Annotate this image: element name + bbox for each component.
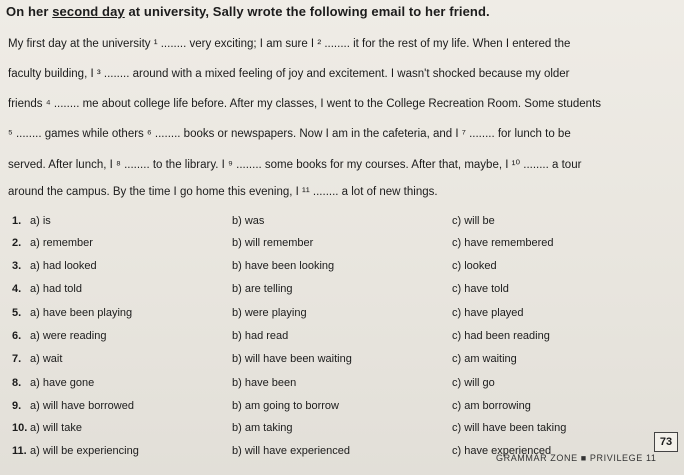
option-b: b) had read bbox=[232, 330, 289, 342]
option-b: b) will remember bbox=[232, 237, 314, 249]
option-c: c) looked bbox=[452, 260, 497, 272]
option-a: a) will be experiencing bbox=[30, 445, 139, 457]
question-number: 1. bbox=[12, 215, 22, 227]
option-c: c) will be bbox=[452, 215, 495, 227]
email-line-5: served. After lunch, I ⁸ ........ to the library. I ⁹ ........ some books for my courses. After that, maybe, I ¹⁰ ........ a tour bbox=[8, 159, 582, 171]
option-b: b) am going to borrow bbox=[232, 400, 339, 412]
option-a: a) remember bbox=[30, 237, 93, 249]
email-line-3: friends ⁴ ........ me about college life before. After my classes, I went to the College Recreation Room. Some students bbox=[8, 98, 602, 110]
question-number: 5. bbox=[12, 307, 22, 319]
page-number: 73 bbox=[654, 432, 678, 452]
title-prefix: On her bbox=[6, 4, 53, 19]
question-number: 6. bbox=[12, 330, 22, 342]
option-a: a) had looked bbox=[30, 260, 97, 272]
option-b: b) are telling bbox=[232, 283, 293, 295]
question-number: 7. bbox=[12, 353, 22, 365]
option-a: a) have been playing bbox=[30, 307, 133, 319]
option-a: a) have gone bbox=[30, 377, 95, 389]
option-b: b) were playing bbox=[232, 307, 307, 319]
option-a: a) wait bbox=[30, 353, 63, 365]
question-number: 2. bbox=[12, 237, 22, 249]
option-c: c) had been reading bbox=[452, 330, 550, 342]
option-a: a) will have borrowed bbox=[30, 400, 134, 412]
option-a: a) had told bbox=[30, 283, 82, 295]
footer-label: GRAMMAR ZONE ■ PRIVILEGE 11 bbox=[496, 453, 657, 463]
option-c: c) am borrowing bbox=[452, 400, 531, 412]
option-a: a) will take bbox=[30, 422, 82, 434]
email-line-2: faculty building, I ³ ........ around with a mixed feeling of joy and excitement. I wasn't shocked because my older bbox=[8, 68, 570, 80]
option-c: c) have told bbox=[452, 283, 509, 295]
option-b: b) will have experienced bbox=[232, 445, 351, 457]
option-c: c) will go bbox=[452, 377, 495, 389]
question-number: 11. bbox=[12, 445, 27, 457]
email-line-4: ⁵ ........ games while others ⁶ ........ books or newspapers. Now I am in the cafeteria, and I ⁷ ........ for lunch to be bbox=[8, 128, 571, 140]
option-b: b) have been looking bbox=[232, 260, 335, 272]
option-c: c) have played bbox=[452, 307, 524, 319]
email-line-1: My first day at the university ¹ ........ very exciting; I am sure I ² ........ it for the rest of my life. When I entered the bbox=[8, 38, 571, 50]
option-b: b) have been bbox=[232, 377, 297, 389]
question-number: 8. bbox=[12, 377, 22, 389]
title-underlined: second day bbox=[52, 4, 125, 19]
title-suffix: at university, Sally wrote the following email to her friend. bbox=[124, 4, 490, 19]
option-a: a) is bbox=[30, 215, 51, 227]
option-a: a) were reading bbox=[30, 330, 107, 342]
option-c: c) have experienced bbox=[452, 445, 552, 457]
question-number: 9. bbox=[12, 400, 22, 412]
question-number: 4. bbox=[12, 283, 22, 295]
option-c: c) have remembered bbox=[452, 237, 554, 249]
question-number: 3. bbox=[12, 260, 22, 272]
email-line-6: around the campus. By the time I go home this evening, I ¹¹ ........ a lot of new things. bbox=[8, 186, 438, 198]
option-c: c) am waiting bbox=[452, 353, 517, 365]
option-c: c) will have been taking bbox=[452, 422, 567, 434]
question-number: 10. bbox=[12, 422, 28, 434]
exercise-title bbox=[6, 4, 490, 19]
option-b: b) will have been waiting bbox=[232, 353, 352, 365]
option-b: b) am taking bbox=[232, 422, 293, 434]
option-b: b) was bbox=[232, 215, 265, 227]
